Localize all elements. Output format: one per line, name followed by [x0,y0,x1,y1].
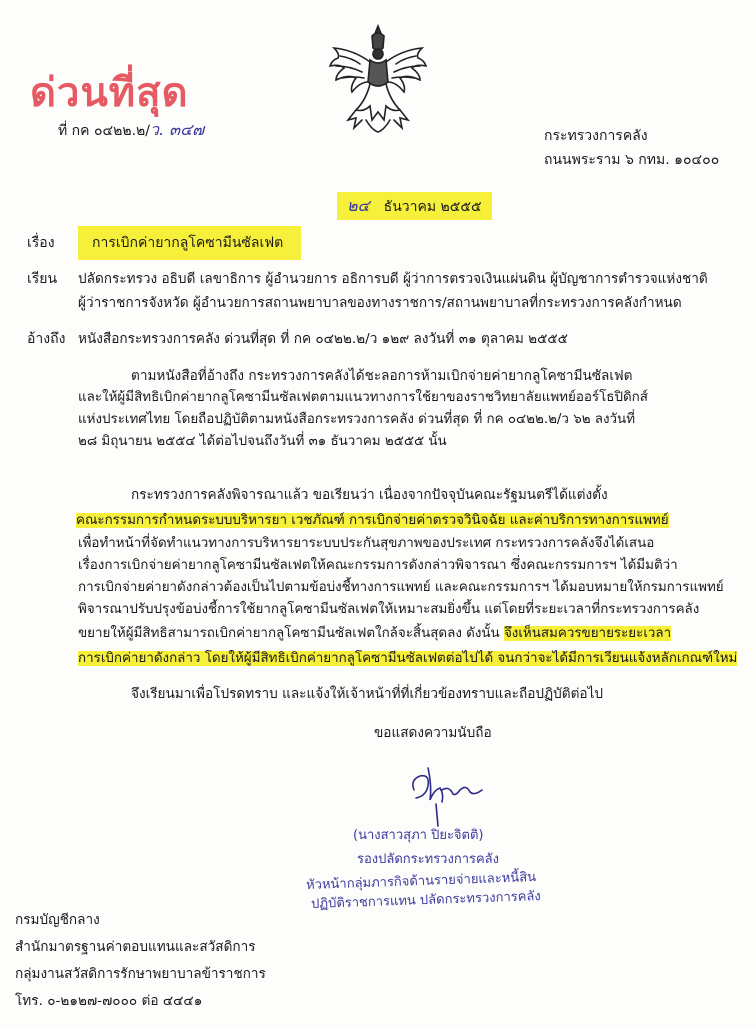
date-day: ๒๔ [347,196,370,215]
ref-handwritten: ว. ๓๔๗ [149,120,205,139]
subject-text: การเบิกค่ายากลูโคซามีนซัลเฟต [78,226,301,260]
footer-phone: โทร. ๐-๒๑๒๗-๗๐๐๐ ต่อ ๔๔๔๑ [15,993,203,1009]
handwritten-signature-icon [404,760,504,828]
footer-division: กลุ่มงานสวัสดิการรักษาพยาบาลข้าราชการ [15,966,266,982]
body-paragraph-2-line [78,623,742,645]
addressee-line-2: ผู้ว่าราชการจังหวัด ผู้อำนวยการสถานพยาบาลของทางราชการ/สถานพยาบาลที่กระทรวงการคลังกำหนด [78,295,682,311]
document-reference-number [58,118,204,143]
ministry-address: ถนนพระราม ๖ กทม. ๑๐๔๐๐ [544,152,720,168]
body-paragraph-1-line: และให้ผู้มีสิทธิเบิกค่ายากลูโคซามีนซัลเฟตตามแนวทางการใช้ยาของราชวิทยาลัยแพทย์ออร์โธปิดิกส์ [78,390,648,405]
body-paragraph-2-line: การเบิกจ่ายค่ายาดังกล่าวต้องเป็นไปตามข้อบ่งชี้ทางการแพทย์ และคณะกรรมการฯ ได้มอบหมายให้กรมการแพทย์ [78,580,724,595]
ministry-address-block [544,124,719,172]
date-month-year: ธันวาคม ๒๕๕๕ [383,199,482,215]
ref-prefix: ที่ กค ๐๔๒๒.๒/ [58,123,150,139]
body-paragraph-1-line: ๒๘ มิถุนายน ๒๕๕๔ ได้ต่อไปจนถึงวันที่ ๓๑ ธันวาคม ๒๕๕๕ นั้น [78,434,447,449]
body-paragraph-2-line: เพื่อทำหน้าที่จัดทำแนวทางการบริหารยาระบบประกันสุขภาพของประเทศ กระทรวงการคลังจึงได้เสนอ [78,536,655,551]
body-paragraph-1-line: ตามหนังสือที่อ้างถึง กระทรวงการคลังได้ชะลอการห้ามเบิกจ่ายค่ายากลูโคซามีนซัลเฟต [131,368,633,384]
signer-name: (นางสาวสุภา ปิยะจิตติ) [353,828,484,843]
acting-stamp-line-2: ปฏิบัติราชการแทน ปลัดกระทรวงการคลัง [310,888,541,913]
document-date [337,192,492,220]
body-paragraph-2-line: กระทรวงการคลังพิจารณาแล้ว ขอเรียนว่า เนื่องจากปัจจุบันคณะรัฐมนตรีได้แต่งตั้ง [131,487,608,503]
body-paragraph-2-line: พิจารณาปรับปรุงข้อบ่งชี้การใช้ยากลูโคซามีนซัลเฟตให้เหมาะสมยิ่งขึ้น แต่โดยที่ระยะเวลาที่กระทรวงการคลัง [78,602,700,617]
body-line-7-plain: ขยายให้ผู้มีสิทธิสามารถเบิกค่ายากลูโคซามีนซัลเฟตใกล้จะสิ้นสุดลง ดังนั้น [78,626,504,641]
garuda-emblem-icon [326,20,430,138]
footer-bureau: สำนักมาตรฐานค่าตอบแทนและสวัสดิการ [15,939,256,955]
ministry-name: กระทรวงการคลัง [544,128,648,144]
reference-text: หนังสือกระทรวงการคลัง ด่วนที่สุด ที่ กค ๐๔๒๒.๒/ว ๑๒๙ ลงวันที่ ๓๑ ตุลาคม ๒๕๕๕ [78,331,568,347]
body-highlight-committee: คณะกรรมการกำหนดระบบบริหารยา เวชภัณฑ์ การเบิกจ่ายค่าตรวจวินิจฉัย และค่าบริการทางการแพทย์ [76,513,669,528]
body-paragraph-1-line: แห่งประเทศไทย โดยถือปฏิบัติตามหนังสือกระทรวงการคลัง ด่วนที่สุด ที่ กค ๐๔๒๒.๒/ว ๖๒ ลงวันที่ [78,412,636,427]
addressee-label: เรียน [27,271,58,287]
subject-label: เรื่อง [27,235,55,251]
body-highlight-extension-continued: การเบิกค่ายาดังกล่าว โดยให้ผู้มีสิทธิเบิกค่ายากลูโคซามีนซัลเฟตต่อไปได้ จนกว่าจะได้มีการเวียนแจ้งหลักเกณฑ์ใหม่ [78,651,738,666]
acting-stamp-line-1: หัวหน้ากลุ่มภารกิจด้านรายจ่ายและหนี้สิน [305,869,537,894]
urgency-stamp: ด่วนที่สุด [30,69,189,116]
reference-label: อ้างถึง [27,331,66,347]
signer-title: รองปลัดกระทรวงการคลัง [357,852,499,867]
body-paragraph-3: จึงเรียนมาเพื่อโปรดทราบ และแจ้งให้เจ้าหน้าที่ที่เกี่ยวข้องทราบและถือปฏิบัติต่อไป [131,686,604,702]
addressee-line-1: ปลัดกระทรวง อธิบดี เลขาธิการ ผู้อำนวยการ อธิการบดี ผู้ว่าการตรวจเงินแผ่นดิน ผู้บัญชาการตำรวจแห่งชาติ [78,271,708,287]
closing-salutation: ขอแสดงความนับถือ [374,725,492,741]
body-highlight-extension: จึงเห็นสมควรขยายระยะเวลา [503,626,672,641]
body-paragraph-2-line: เรื่องการเบิกจ่ายค่ายากลูโคซามีนซัลเฟตให้คณะกรรมการดังกล่าวพิจารณา ซึ่งคณะกรรมการฯ ได้มีมติว่า [78,558,678,573]
footer-department: กรมบัญชีกลาง [15,912,100,928]
